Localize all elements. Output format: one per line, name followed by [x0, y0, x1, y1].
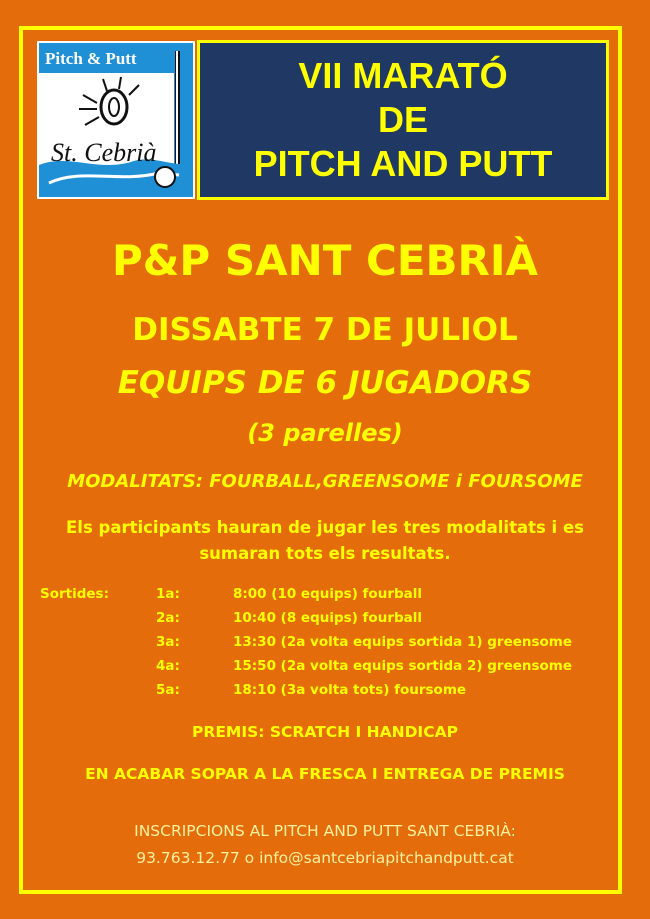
pairs-note: (3 parelles)	[247, 419, 403, 447]
title-line-3: PITCH AND PUTT	[253, 143, 553, 184]
logo-club-name: St. Cebrià	[51, 138, 157, 167]
schedule-num: 5a:	[156, 682, 180, 698]
team-size: EQUIPS DE 6 JUGADORS	[117, 365, 533, 401]
venue-heading: P&P SANT CEBRIÀ	[112, 236, 538, 285]
description	[20, 515, 630, 567]
inscriptions-line-1: INSCRIPCIONS AL PITCH AND PUTT SANT CEBRIÀ:	[134, 822, 516, 840]
title-line-1: VII MARATÓ	[298, 55, 508, 96]
schedule-detail: 10:40 (8 equips) fourball	[233, 610, 423, 626]
schedule-num: 3a:	[156, 634, 180, 650]
logo-top-text: Pitch & Putt	[45, 49, 137, 68]
title-line-2: DE	[377, 99, 428, 140]
event-date: DISSABTE 7 DE JULIOL	[132, 312, 518, 348]
schedule-num: 2a:	[156, 610, 180, 626]
dinner-note: EN ACABAR SOPAR A LA FRESCA I ENTREGA DE PREMIS	[85, 765, 565, 783]
schedule-detail: 13:30 (2a volta equips sortida 1) greensome	[233, 634, 573, 650]
club-logo	[37, 41, 195, 199]
schedule-detail: 18:10 (3a volta tots) foursome	[233, 682, 467, 698]
schedule-detail: 15:50 (2a volta equips sortida 2) greensome	[233, 658, 573, 674]
modalities: MODALITATS: FOURBALL,GREENSOME i FOURSOME	[67, 471, 583, 492]
schedule-num: 4a:	[156, 658, 180, 674]
description-line-2: sumaran tots els resultats.	[199, 544, 451, 563]
schedule-num: 1a:	[156, 586, 180, 602]
description-line-1: Els participants hauran de jugar les tres modalitats i es	[66, 518, 584, 537]
inscriptions	[20, 818, 630, 872]
prizes: PREMIS: SCRATCH I HANDICAP	[192, 723, 458, 741]
schedule-label: Sortides:	[40, 586, 109, 602]
title-box	[197, 40, 609, 200]
schedule-detail: 8:00 (10 equips) fourball	[233, 586, 423, 602]
contact-info: 93.763.12.77 o info@santcebriapitchandputt.cat	[136, 849, 514, 867]
